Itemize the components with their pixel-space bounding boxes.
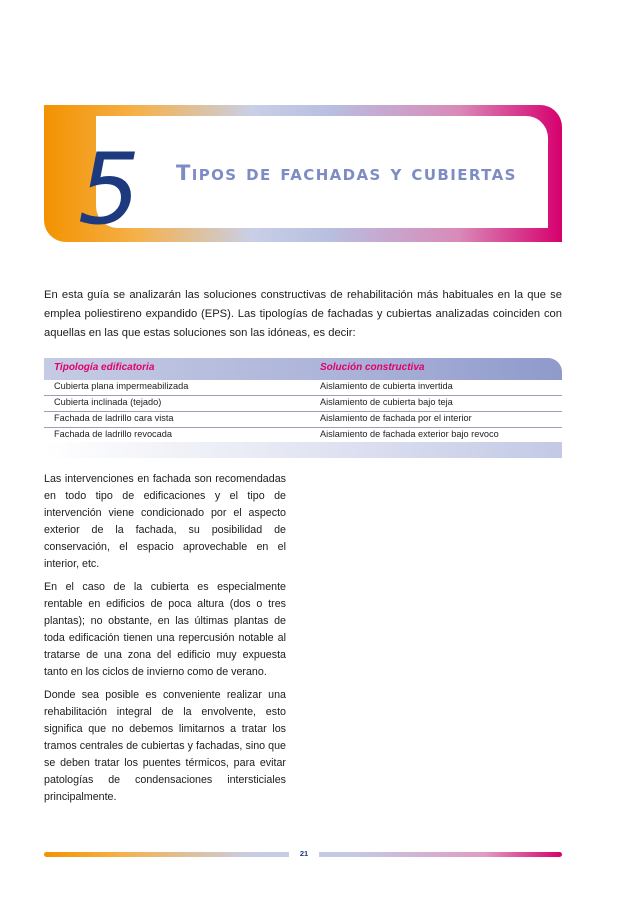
table-cell-typology: Fachada de ladrillo revocada xyxy=(54,429,172,439)
typology-table xyxy=(44,358,562,458)
table-header xyxy=(44,358,562,380)
body-column xyxy=(44,471,286,812)
intro-paragraph: En esta guía se analizarán las soluciones constructivas de rehabilitación más habituales en la que se emplea poliestireno expandido (EPS). Las tipologías de fachadas y cubiertas analizadas coinciden con aquellas en las que estas soluciones son las idóneas, es decir: xyxy=(44,289,562,339)
chapter-title: Tipos de fachadas y cubiertas xyxy=(176,161,517,185)
table-row xyxy=(44,411,562,428)
table-cell-typology: Fachada de ladrillo cara vista xyxy=(54,413,174,423)
table-header-typology: Tipología edificatoria xyxy=(54,362,155,373)
body-paragraph: En el caso de la cubierta es especialmente rentable en edificios de poca altura (dos o tres plantas); no obstante, en las últimas plantas de toda edificación tienen una repercusión notable al tratarse de una zona del edificio muy expuesta tanto en los ciclos de invierno como de verano. xyxy=(44,581,286,678)
table-header-solution: Solución constructiva xyxy=(320,362,425,373)
body-paragraph: Donde sea posible es conveniente realizar una rehabilitación integral de la envolvente, esto significa que no debemos limitarnos a tratar los tramos centrales de cubiertas y fachadas, sino que se deben tratar los puentes térmicos, para evitar patologías de condensaciones intersticiales principalmente. xyxy=(44,689,286,803)
table-cell-solution: Aislamiento de cubierta bajo teja xyxy=(320,397,453,407)
table-footer-band xyxy=(44,442,562,458)
page-number: 21 xyxy=(289,848,319,860)
chapter-header-gap xyxy=(140,124,442,134)
table-cell-solution: Aislamiento de fachada por el interior xyxy=(320,413,472,423)
table-row xyxy=(44,395,562,412)
table-cell-solution: Aislamiento de cubierta invertida xyxy=(320,381,453,391)
table-cell-typology: Cubierta inclinada (tejado) xyxy=(54,397,162,407)
table-cell-solution: Aislamiento de fachada exterior bajo revoco xyxy=(320,429,499,439)
body-paragraph: Las intervenciones en fachada son recomendadas en todo tipo de edificaciones y el tipo de intervención viene condicionado por el aspecto exterior de la fachada, su posibilidad de conservación, el espacio aprovechable en el interior, etc. xyxy=(44,473,286,570)
table-row xyxy=(44,379,562,396)
chapter-number: 5 xyxy=(78,133,141,247)
table-cell-typology: Cubierta plana impermeabilizada xyxy=(54,381,189,391)
